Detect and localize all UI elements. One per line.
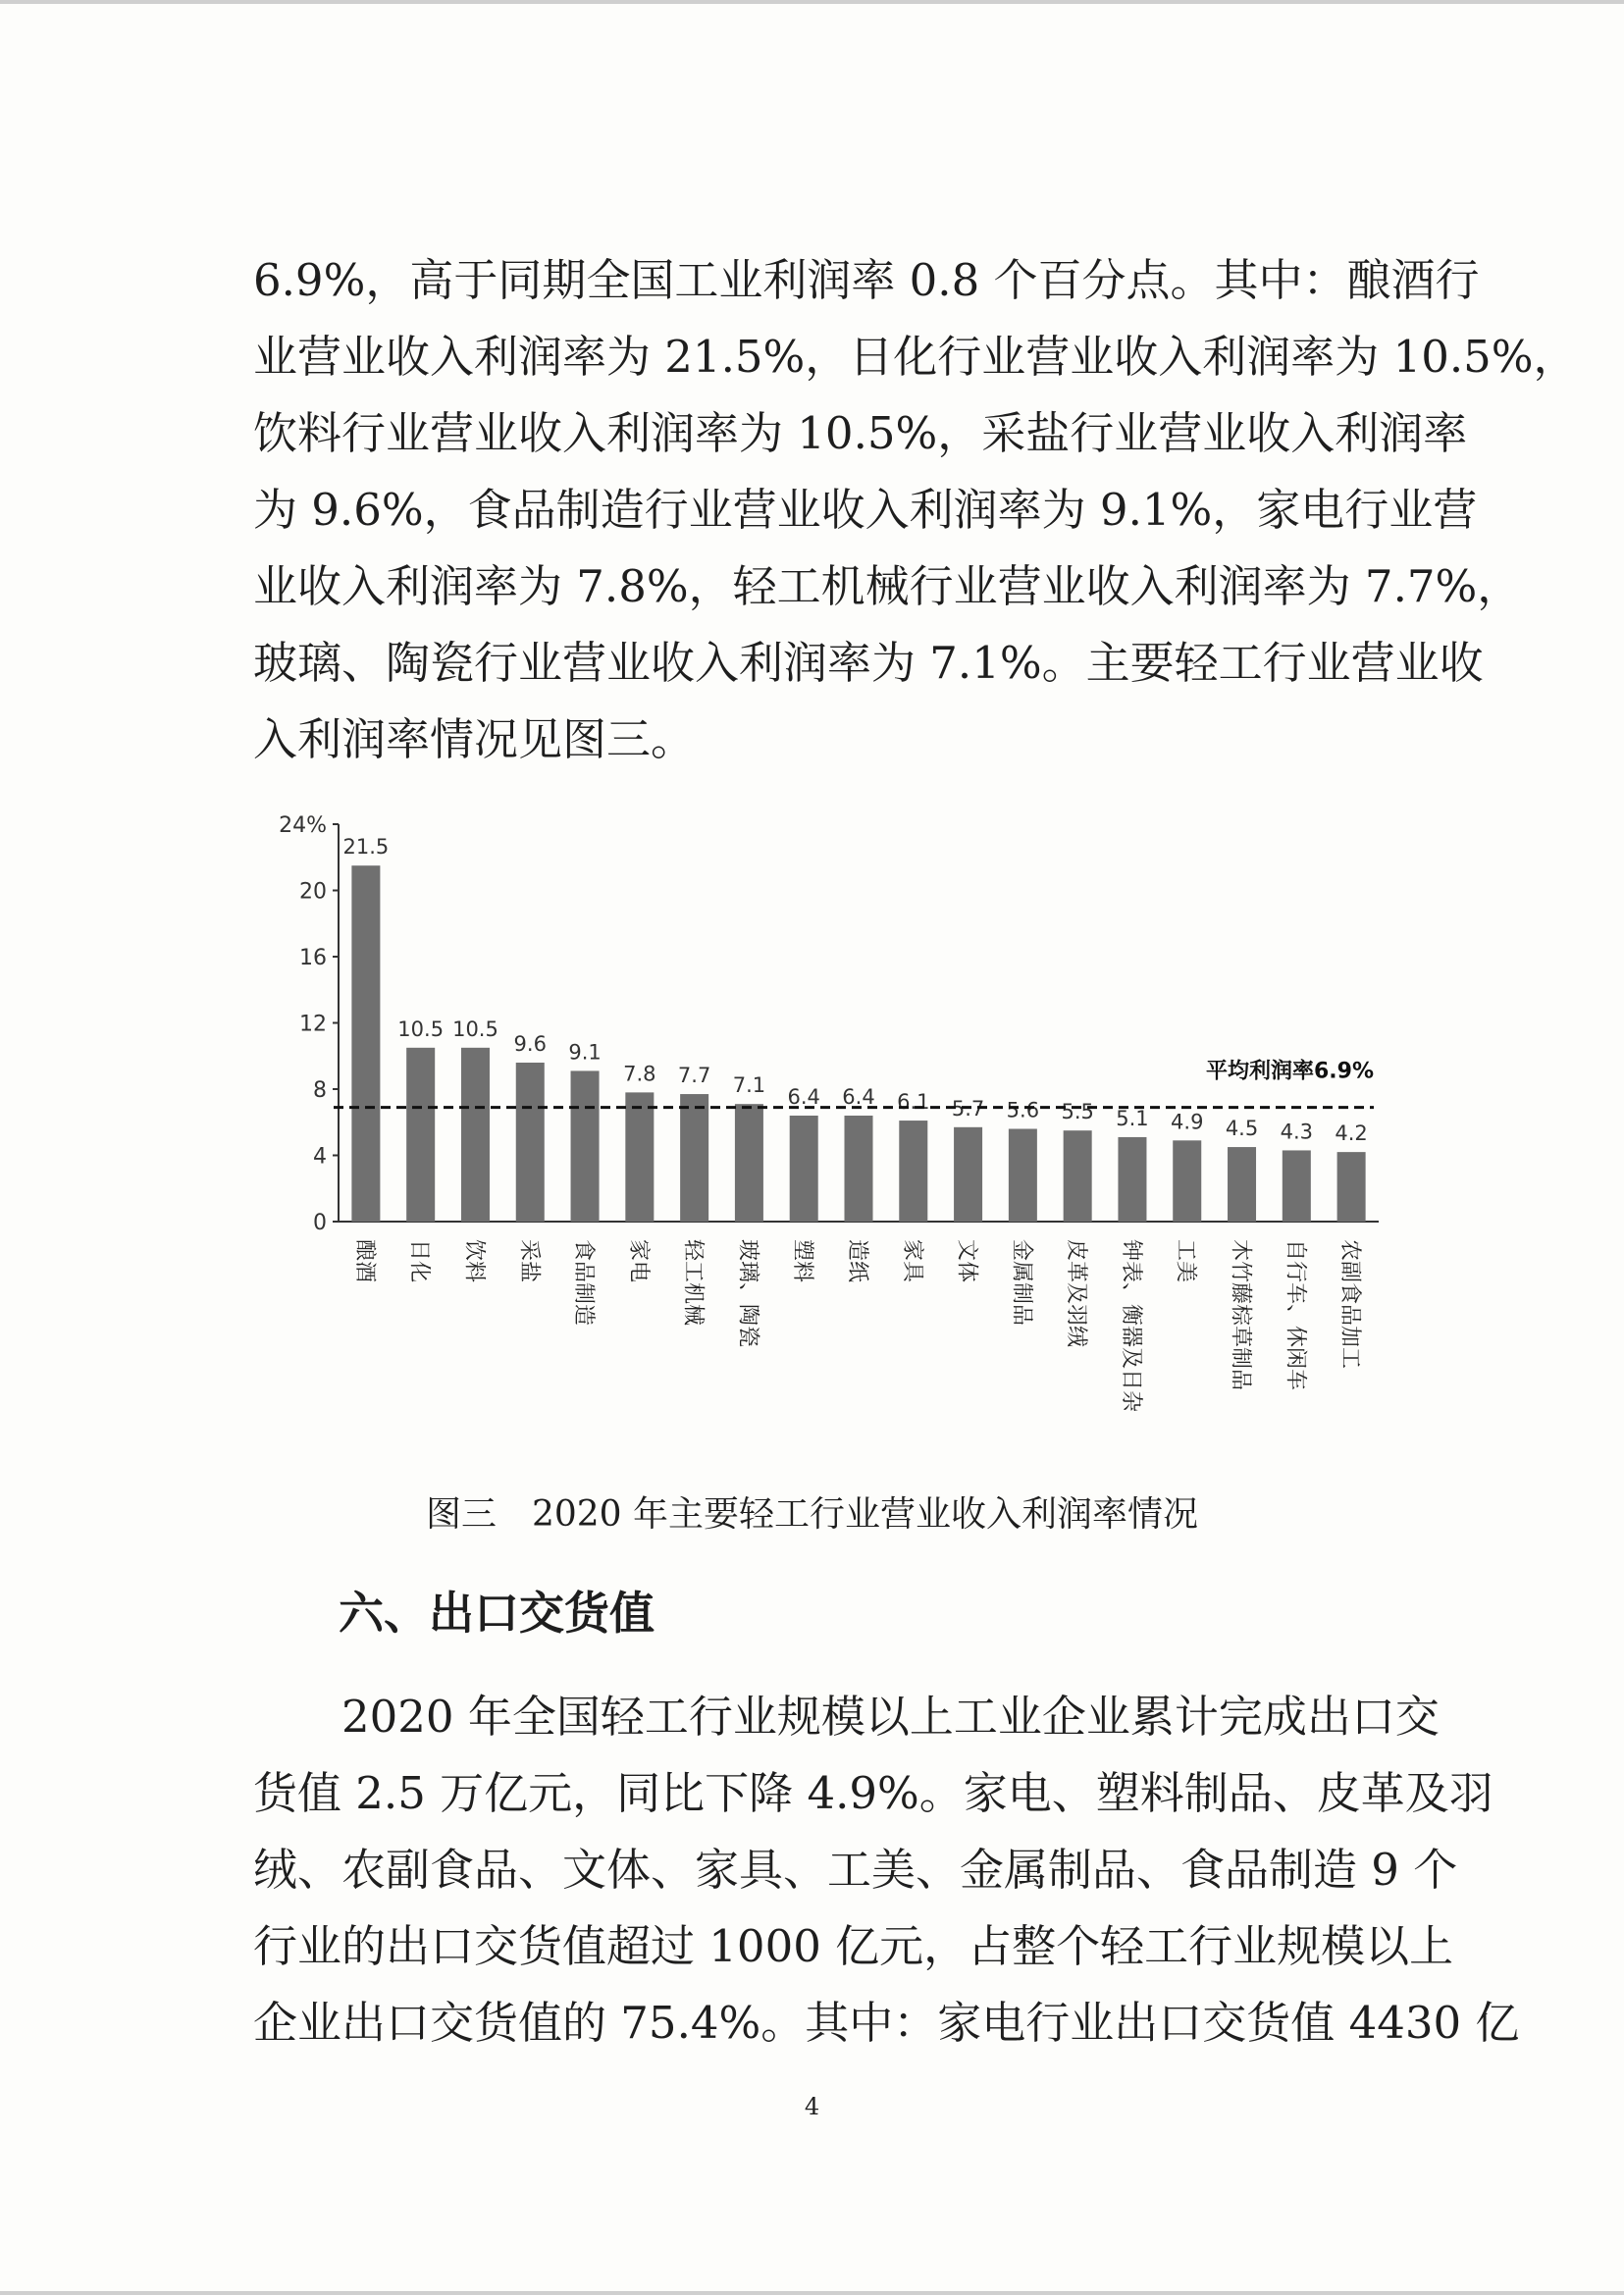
bar bbox=[735, 1104, 763, 1222]
y-tick-label: 4 bbox=[313, 1144, 327, 1170]
bar-value-label: 4.5 bbox=[1225, 1117, 1259, 1141]
bar-value-label: 5.7 bbox=[951, 1096, 985, 1121]
page-number: 4 bbox=[804, 2093, 820, 2120]
bar bbox=[571, 1070, 600, 1222]
category-label: 皮革及羽绒 bbox=[1064, 1239, 1089, 1348]
text-line: 6.9%，高于同期全国工业利润率 0.8 个百分点。其中：酿酒行 bbox=[253, 254, 1480, 306]
bar bbox=[954, 1127, 982, 1222]
text-line: 玻璃、陶瓷行业营业收入利润率为 7.1%。主要轻工行业营业收 bbox=[253, 637, 1484, 689]
bar-value-label: 5.1 bbox=[1116, 1106, 1149, 1130]
category-label: 木竹藤棕草制品 bbox=[1228, 1239, 1253, 1391]
y-tick-label: 0 bbox=[313, 1211, 327, 1235]
text-line: 绒、农副食品、文体、家具、工美、金属制品、食品制造 9 个 bbox=[253, 1844, 1458, 1896]
bar bbox=[1064, 1130, 1092, 1222]
paragraph-profit-rates bbox=[253, 243, 1578, 779]
bar bbox=[1173, 1140, 1201, 1222]
bar bbox=[406, 1048, 435, 1222]
y-tick-label: 12 bbox=[299, 1012, 327, 1037]
category-label: 采盐 bbox=[516, 1239, 542, 1283]
bar-value-label: 5.5 bbox=[1061, 1100, 1094, 1124]
category-label: 轻工机械 bbox=[680, 1239, 706, 1327]
category-label: 家具 bbox=[899, 1239, 924, 1283]
y-tick-label: 8 bbox=[313, 1078, 327, 1103]
bar-value-label: 7.8 bbox=[623, 1062, 656, 1086]
bar-value-label: 6.4 bbox=[787, 1085, 820, 1109]
bar bbox=[1228, 1147, 1256, 1222]
text-line: 货值 2.5 万亿元，同比下降 4.9%。家电、塑料制品、皮革及羽 bbox=[253, 1767, 1493, 1819]
category-label: 日化 bbox=[406, 1239, 432, 1283]
bar-value-label: 9.1 bbox=[568, 1040, 602, 1065]
category-label: 食品制造 bbox=[571, 1239, 597, 1327]
bar bbox=[1337, 1152, 1366, 1222]
y-tick-label: 20 bbox=[299, 879, 327, 905]
text-line: 行业的出口交货值超过 1000 亿元，占整个轻工行业规模以上 bbox=[253, 1920, 1454, 1972]
y-tick-label: 24% bbox=[279, 813, 327, 838]
profit-rate-bar-chart bbox=[275, 805, 1442, 1442]
category-label: 饮料 bbox=[461, 1239, 487, 1283]
text-line: 入利润率情况见图三。 bbox=[253, 713, 696, 765]
y-axis bbox=[279, 813, 1379, 1235]
bar bbox=[680, 1094, 708, 1222]
category-label: 酿酒 bbox=[351, 1239, 377, 1283]
bar-value-label: 6.1 bbox=[897, 1090, 930, 1115]
category-label: 钟表、衡器及日杂 bbox=[1118, 1239, 1143, 1413]
bar-value-label: 4.2 bbox=[1335, 1121, 1368, 1146]
bar-value-label: 21.5 bbox=[342, 835, 390, 860]
text-line: 业收入利润率为 7.8%，轻工机械行业营业收入利润率为 7.7%， bbox=[253, 560, 1522, 612]
text-line: 2020 年全国轻工行业规模以上工业企业累计完成出口交 bbox=[341, 1691, 1440, 1743]
bar bbox=[844, 1116, 872, 1222]
scan-bottom-edge bbox=[0, 2291, 1624, 2295]
average-line-label: 平均利润率6.9% bbox=[1205, 1059, 1374, 1084]
bar-value-label: 4.3 bbox=[1280, 1120, 1314, 1144]
category-label: 金属制品 bbox=[1009, 1239, 1034, 1327]
text-line: 为 9.6%，食品制造行业营业收入利润率为 9.1%，家电行业营 bbox=[253, 484, 1478, 536]
bar-value-label: 9.6 bbox=[513, 1032, 547, 1056]
bar bbox=[461, 1048, 490, 1222]
bar-value-label: 7.1 bbox=[732, 1073, 766, 1098]
bar bbox=[351, 865, 380, 1222]
figure-caption: 图三 2020 年主要轻工行业营业收入利润率情况 bbox=[425, 1494, 1199, 1535]
bar bbox=[899, 1121, 927, 1222]
text-line: 企业出口交货值的 75.4%。其中：家电行业出口交货值 4430 亿 bbox=[253, 1997, 1520, 2049]
category-label: 造纸 bbox=[845, 1239, 869, 1283]
category-label: 工美 bbox=[1173, 1239, 1198, 1283]
category-label: 农副食品加工 bbox=[1337, 1239, 1363, 1370]
paragraph-export-value bbox=[253, 1680, 1520, 2062]
bar-value-label: 5.6 bbox=[1006, 1098, 1040, 1122]
bars bbox=[343, 835, 1368, 1222]
bar-value-label: 7.7 bbox=[677, 1064, 711, 1088]
category-label: 自行车、休闲车 bbox=[1283, 1239, 1308, 1391]
bar bbox=[516, 1063, 545, 1222]
scan-top-edge bbox=[0, 0, 1624, 4]
bar bbox=[1283, 1150, 1311, 1222]
bar bbox=[790, 1116, 818, 1222]
text-line: 饮料行业营业收入利润率为 10.5%，采盐行业营业收入利润率 bbox=[253, 407, 1468, 459]
x-axis-labels bbox=[352, 1239, 1362, 1412]
bar-value-label: 10.5 bbox=[452, 1017, 498, 1041]
category-label: 塑料 bbox=[790, 1239, 815, 1283]
bar bbox=[625, 1092, 654, 1222]
y-tick-label: 16 bbox=[299, 946, 327, 970]
bar-value-label: 6.4 bbox=[842, 1085, 875, 1109]
section-heading: 六、出口交货值 bbox=[339, 1587, 655, 1640]
category-label: 玻璃、陶瓷 bbox=[735, 1239, 760, 1348]
bar-value-label: 10.5 bbox=[397, 1017, 445, 1041]
text-line: 业营业收入利润率为 21.5%，日化行业营业收入利润率为 10.5%， bbox=[253, 331, 1578, 383]
bar-value-label: 4.9 bbox=[1171, 1110, 1204, 1134]
bar bbox=[1118, 1137, 1146, 1222]
category-label: 家电 bbox=[625, 1239, 651, 1283]
category-label: 文体 bbox=[954, 1239, 979, 1283]
bar bbox=[1009, 1129, 1037, 1223]
